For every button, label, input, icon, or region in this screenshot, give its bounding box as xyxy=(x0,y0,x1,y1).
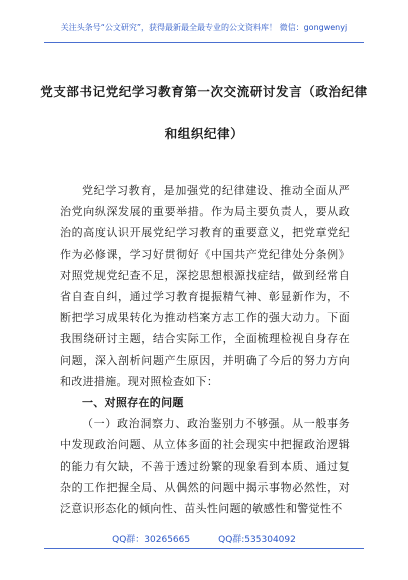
footer-divider xyxy=(44,548,364,549)
section-heading: 一、对照存在的问题 xyxy=(82,396,184,410)
footer-qq-group-1[interactable]: QQ群：30265665 xyxy=(112,535,191,545)
document-title-line-1: 党支部书记党纪学习教育第一次交流研讨发言（政治纪律 xyxy=(40,84,368,99)
document-body xyxy=(60,180,350,519)
footer-qq-group-2[interactable]: QQ群:535304092 xyxy=(218,535,296,545)
header-banner[interactable]: 关注头条号“公文研究”，获得最新最全最专业的公文资料库！ 微信：gongwenyj xyxy=(60,23,348,32)
header-divider xyxy=(44,42,364,43)
intro-paragraph: 党纪学习教育，是加强党的纪律建设、推动全面从严治党向纵深发展的重要举措。作为局主要负责人，要从政治的高度认识开展党纪学习教育的重要意义，把党章党纪作为必修课，学习好贯彻好《中国共产党纪律处分条例》对照党规党纪查不足，深挖思想根源找症结，做到经常自省自查自纠，通过学习教育提振精气神、彰显新作为，不断把学习成果转化为推动档案方志工作的强大动力。下面我围绕研讨主题，结合实际工作，全面梳理检视自身存在问题，深入剖析问题产生原因，并明确了今后的努力方向和改进措施。现对照检查如下： xyxy=(60,184,350,388)
section-paragraph: （一）政治洞察力、政治鉴别力不够强。从一般事务中发现政治问题、从立体多面的社会现实中把握政治逻辑的能力有欠缺，不善于透过纷繁的现象看到本质、通过复杂的工作把握全局、从偶然的问题中揭示事物必然性，对泛意识形态化的倾向性、苗头性问题的敏感性和警觉性不 xyxy=(60,417,350,516)
footer-contacts xyxy=(0,532,408,545)
document-title-line-2: 和组织纪律） xyxy=(164,126,244,141)
